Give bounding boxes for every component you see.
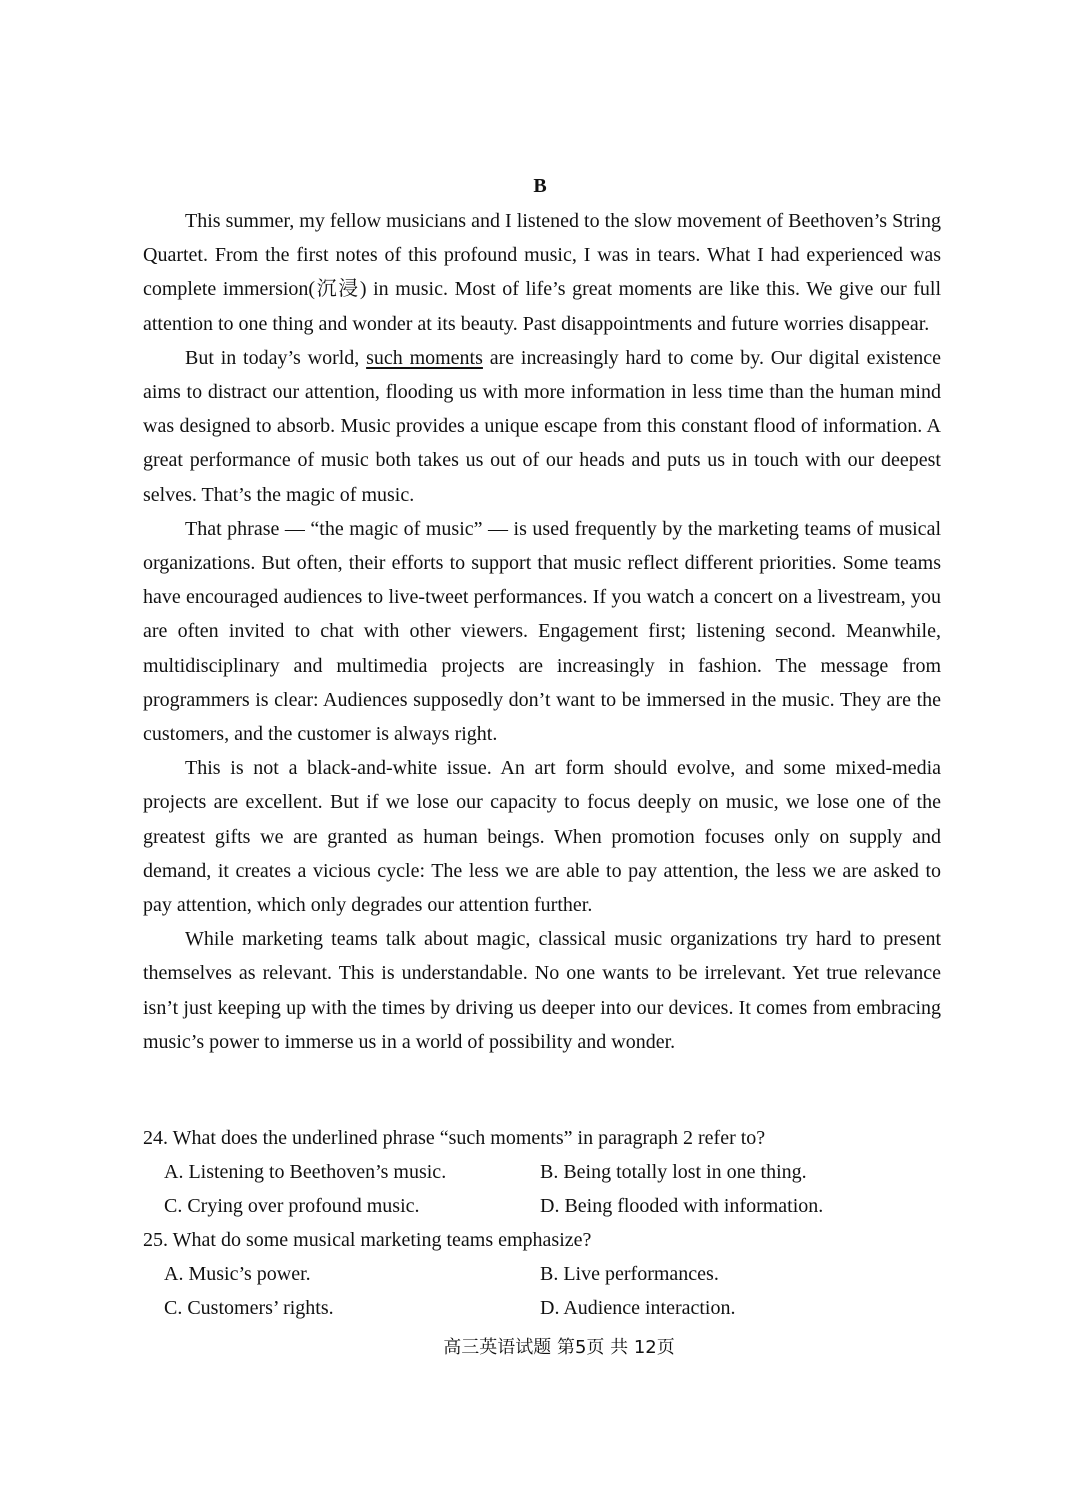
section-label: B: [533, 175, 547, 197]
option-row: [143, 1291, 943, 1325]
option-d: D. Audience interaction.: [540, 1297, 736, 1319]
paragraph-5: While marketing teams talk about magic, classical music organizations try hard to present themselves as relevant. This is understandable. No one wants to be irrelevant. Yet true relevance isn’t just keeping up with the times by driving us deeper into our devices. It comes from embracing music’s power to immerse us in a world of possibility and wonder.: [143, 928, 941, 1053]
option-c: C. Crying over profound music.: [164, 1195, 420, 1217]
option-a: A. Music’s power.: [164, 1263, 311, 1285]
question-list: [143, 1121, 943, 1325]
paragraph-4: This is not a black-and-white issue. An art form should evolve, and some mixed-media projects are excellent. But if we lose our capacity to focus deeply on music, we lose one of the greatest gifts we are granted as human beings. When promotion focuses only on supply and demand, it creates a vicious cycle: The less we are able to pay attention, the less we are asked to pay attention, which only degrades our attention further.: [143, 757, 941, 917]
option-b: B. Live performances.: [540, 1263, 719, 1285]
paragraph-3: That phrase — “the magic of music” — is used frequently by the marketing teams of musical organizations. But often, their efforts to support that music reflect different priorities. Some teams have encouraged audiences to live-tweet performances. If you watch a concert on a livestream, you are often invited to chat with other viewers. Engagement first; listening second. Meanwhile, multidisciplinary and multimedia projects are increasingly in fashion. The message from programmers is clear: Audiences supposedly don’t want to be immersed in the music. They are the customers, and the customer is always right.: [143, 517, 941, 746]
paragraph-2: [143, 341, 941, 512]
option-a: A. Listening to Beethoven’s music.: [164, 1161, 447, 1183]
question-stem: 25. What do some musical marketing teams emphasize?: [143, 1229, 592, 1251]
option-row: [143, 1257, 943, 1291]
page-footer: 高三英语试题 第5页 共 12页: [443, 1337, 675, 1358]
option-b: B. Being totally lost in one thing.: [540, 1161, 807, 1183]
option-row: [143, 1155, 943, 1189]
underlined-phrase: such moments: [366, 346, 483, 369]
reading-passage: [143, 204, 941, 1059]
paragraph-2-start: But in today’s world,: [185, 346, 367, 369]
question-stem: 24. What does the underlined phrase “such moments” in paragraph 2 refer to?: [143, 1127, 766, 1149]
option-d: D. Being flooded with information.: [540, 1195, 824, 1217]
paragraph-2-rest: are increasingly hard to come by. Our digital existence aims to distract our attention, flooding us with more information in less time than the human mind was designed to absorb. Music provides a unique escape from this constant flood of information. A great performance of music both takes us out of our heads and puts us in touch with our deepest selves. That’s the magic of music.: [143, 346, 942, 506]
option-c: C. Customers’ rights.: [164, 1297, 334, 1319]
paragraph-1: This summer, my fellow musicians and I listened to the slow movement of Beethoven’s String Quartet. From the first notes of this profound music, I was in tears. What I had experienced was complete immersion(沉浸) in music. Most of life’s great moments are like this. We give our full attention to one thing and wonder at its beauty. Past disappointments and future worries disappear.: [143, 210, 941, 335]
question-25: [143, 1223, 943, 1325]
question-24: [143, 1121, 943, 1223]
option-row: [143, 1189, 943, 1223]
